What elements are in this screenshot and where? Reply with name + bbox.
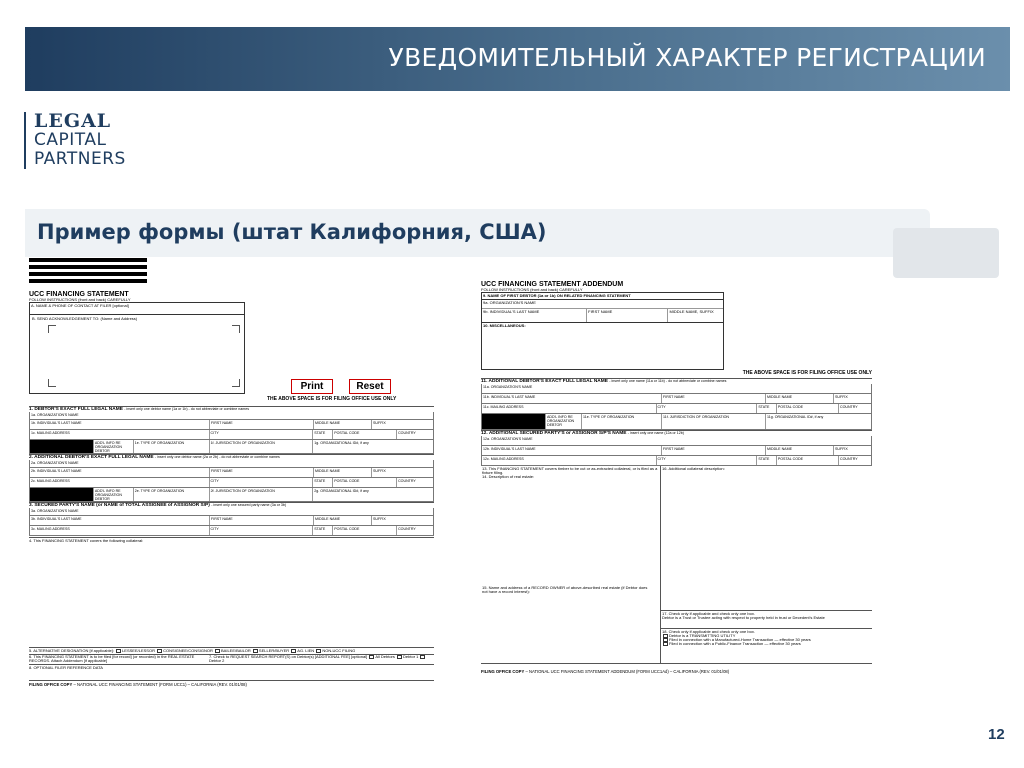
first-name-field[interactable]: FIRST NAME [587, 309, 668, 322]
middle-name-field[interactable]: MIDDLE NAME [766, 446, 834, 455]
form-instructions: FOLLOW INSTRUCTIONS (front and back) CAREFULLY [481, 288, 583, 292]
suffix-field[interactable]: SUFFIX [373, 469, 386, 473]
first-name-field[interactable]: FIRST NAME [662, 446, 766, 455]
jurisdiction-field[interactable]: 2f. JURISDICTION OF ORGANIZATION [210, 488, 314, 501]
filing-office-note: THE ABOVE SPACE IS FOR FILING OFFICE USE ONLY [742, 370, 872, 376]
org-name-field[interactable]: 3a. ORGANIZATION'S NAME [31, 509, 79, 513]
state-field[interactable]: STATE [313, 526, 333, 535]
mailing-address-field[interactable]: 12c. MAILING ADDRESS [482, 456, 657, 465]
decorative-box [893, 228, 999, 278]
logo-line-3: PARTNERS [34, 149, 126, 169]
section-12-header: 12. ADDITIONAL SECURED PARTY'S or ASSIGNOR S/P'S NAME - insert only one name (12a or 12b) [481, 430, 872, 436]
section-9-header: 9. NAME OF FIRST DEBTOR (1a or 1b) ON RELATED FINANCING STATEMENT [482, 293, 723, 300]
country-field[interactable]: COUNTRY [398, 431, 416, 435]
mailing-address-field[interactable]: 11c. MAILING ADDRESS [482, 404, 657, 413]
slide-title: УВЕДОМИТЕЛЬНЫЙ ХАРАКТЕР РЕГИСТРАЦИИ [388, 43, 986, 72]
city-field[interactable]: CITY [657, 456, 758, 465]
form-title: UCC FINANCING STATEMENT ADDENDUM [481, 281, 624, 288]
first-name-field[interactable]: FIRST NAME [210, 420, 314, 429]
real-estate-description-label: 14. Description of real estate: [482, 475, 535, 479]
form-footer: FILING OFFICE COPY – NATIONAL UCC FINANCING STATEMENT (FORM UCC1) – CALIFORNIA (REV. 01/01/08) [29, 680, 434, 687]
ucc1-addendum-form [481, 281, 872, 753]
slide-subtitle: Пример формы (штат Калифорния, США) [37, 220, 547, 244]
middle-name-field[interactable]: MIDDLE NAME [766, 394, 834, 403]
city-field[interactable]: CITY [210, 526, 314, 535]
form-title: UCC FINANCING STATEMENT [29, 291, 129, 298]
section-2-header: 2. ADDITIONAL DEBTOR'S EXACT FULL LEGAL NAME - insert only one debtor name (2a or 2b) - do not abbreviate or combine names [29, 454, 434, 460]
jurisdiction-field[interactable]: 1f. JURISDICTION OF ORGANIZATION [210, 440, 314, 453]
org-type-field[interactable]: 2e. TYPE OF ORGANIZATION [134, 488, 210, 501]
org-name-field[interactable]: 9a. ORGANIZATION'S NAME [482, 300, 723, 309]
country-field[interactable]: COUNTRY [839, 457, 858, 461]
addl-info-label: ADD'L INFO RE ORGANIZATION DEBTOR [546, 414, 582, 429]
real-estate-filing[interactable]: 6. This FINANCING STATEMENT is to be filed [for record] (or recorded) in the REAL ESTATE RECORDS. Attach Addendum [if applicable] [29, 655, 195, 663]
mailing-address-field[interactable]: 1c. MAILING ADDRESS [30, 430, 210, 439]
mailing-address-field[interactable]: 3c. MAILING ADDRESS [30, 526, 210, 535]
org-type-field[interactable]: 11e. TYPE OF ORGANIZATION [582, 414, 662, 429]
subtitle-bar [25, 209, 930, 257]
section-11-header: 11. ADDITIONAL DEBTOR'S EXACT FULL LEGAL NAME - insert only one name (11a or 11b) - do not abbreviate or combine names [481, 378, 872, 384]
postal-code-field[interactable]: POSTAL CODE [333, 478, 397, 487]
filer-box [29, 302, 245, 394]
last-name-field[interactable]: 9b. INDIVIDUAL'S LAST NAME [482, 309, 587, 322]
suffix-field[interactable]: SUFFIX [835, 395, 848, 399]
search-report[interactable]: 7. Check to REQUEST SEARCH REPORT(S) on Debtor(s) [ADDITIONAL FEE] [optional] All Debtors Debtor 1 Debtor 2 [209, 655, 434, 664]
reset-button[interactable]: Reset [349, 379, 391, 394]
form-footer: FILING OFFICE COPY – NATIONAL UCC FINANCING STATEMENT ADDENDUM (FORM UCC1Ad) – CALIFORNIA (REV. 01/01/08) [481, 669, 730, 674]
last-name-field[interactable]: 2b. INDIVIDUAL'S LAST NAME [30, 468, 210, 477]
first-name-field[interactable]: FIRST NAME [662, 394, 766, 403]
city-field[interactable]: CITY [210, 430, 314, 439]
page-number: 12 [988, 726, 1005, 743]
form-instructions: FOLLOW INSTRUCTIONS (front and back) CAREFULLY [29, 298, 131, 302]
org-name-field[interactable]: 11a. ORGANIZATION'S NAME [483, 385, 533, 389]
last-name-field[interactable]: 12b. INDIVIDUAL'S LAST NAME [482, 446, 662, 455]
first-debtor-box [481, 292, 724, 370]
print-button[interactable]: Print [291, 379, 333, 394]
trust-checkbox-group[interactable]: 17. Check only if applicable and check only one box. Debtor is a Trust or Trustee acting with respect to property held in trust or Decedent's Estate [661, 610, 872, 621]
middle-name-field[interactable]: MIDDLE NAME [314, 468, 372, 477]
state-field[interactable]: STATE [757, 456, 776, 465]
org-id-field[interactable]: 1g. ORGANIZATIONAL ID#, if any [314, 441, 369, 445]
suffix-field[interactable]: SUFFIX [373, 421, 386, 425]
alternative-designation: 5. ALTERNATIVE DESIGNATION [if applicable]: LESSEE/LESSOR CONSIGNEE/CONSIGNOR BAILEE/BAILOR SELLER/BUYER AG. LIEN NON-UCC FILING [29, 647, 434, 654]
city-field[interactable]: CITY [210, 478, 314, 487]
acknowledgement-label: B. SEND ACKNOWLEDGEMENT TO: (Name and Address) [32, 317, 138, 321]
transaction-checkbox-group[interactable]: 18. Check only if applicable and check only one box. Debtor is a TRANSMITTING UTILITY Filed in connection with a Manufactured-Home Transaction — effective 30 years Filed in connection with a Public-Finance Transaction — effective 30 years [661, 628, 872, 647]
barcode-bar [29, 258, 147, 262]
filing-office-note: THE ABOVE SPACE IS FOR FILING OFFICE USE ONLY [267, 396, 397, 402]
country-field[interactable]: COUNTRY [839, 405, 858, 409]
last-name-field[interactable]: 1b. INDIVIDUAL'S LAST NAME [30, 420, 210, 429]
record-owner-label: 15. Name and address of a RECORD OWNER of above-described real estate (if Debtor does not have a record interest): [482, 586, 648, 594]
barcode-bar [29, 272, 147, 276]
additional-collateral-label: 16. Additional collateral description: [662, 466, 725, 471]
acknowledgement-box[interactable] [30, 315, 244, 393]
addl-info-label: ADD'L INFO RE ORGANIZATION DEBTOR [94, 488, 134, 501]
ucc1-form [29, 258, 434, 768]
state-field[interactable]: STATE [757, 404, 776, 413]
mailing-address-field[interactable]: 2c. MAILING ADDRESS [30, 478, 210, 487]
org-name-field[interactable]: 1a. ORGANIZATION'S NAME [31, 413, 79, 417]
barcode-bar [29, 279, 147, 283]
city-field[interactable]: CITY [657, 404, 758, 413]
country-field[interactable]: COUNTRY [398, 479, 416, 483]
barcode-bar [29, 265, 147, 269]
postal-code-field[interactable]: POSTAL CODE [777, 456, 839, 465]
org-name-field[interactable]: 12a. ORGANIZATION'S NAME [483, 437, 533, 441]
suffix-field[interactable]: SUFFIX [373, 517, 386, 521]
suffix-field[interactable]: SUFFIX [835, 447, 848, 451]
section-1-header: 1. DEBTOR'S EXACT FULL LEGAL NAME - insert only one debtor name (1a or 1b) - do not abbreviate or combine names [29, 406, 434, 412]
postal-code-field[interactable]: POSTAL CODE [333, 526, 397, 535]
filer-reference-label: 8. OPTIONAL FILER REFERENCE DATA [29, 664, 434, 680]
first-name-field[interactable]: FIRST NAME [210, 468, 314, 477]
miscellaneous-field[interactable]: 10. MISCELLANEOUS: [483, 323, 526, 328]
last-name-field[interactable]: 3b. INDIVIDUAL'S LAST NAME [30, 516, 210, 525]
logo-line-2: CAPITAL [34, 130, 107, 150]
collateral-label: 4. This FINANCING STATEMENT covers the following collateral: [29, 537, 434, 543]
redacted-block [30, 488, 94, 501]
header-banner [25, 27, 1010, 91]
org-name-field[interactable]: 2a. ORGANIZATION'S NAME [31, 461, 79, 465]
middle-name-field[interactable]: MIDDLE NAME, SUFFIX [669, 309, 714, 314]
org-id-field[interactable]: 11g. ORGANIZATIONAL ID#, if any [767, 415, 824, 419]
state-field[interactable]: STATE [313, 478, 333, 487]
postal-code-field[interactable]: POSTAL CODE [777, 404, 839, 413]
org-type-field[interactable]: 1e. TYPE OF ORGANIZATION [134, 440, 210, 453]
company-logo [24, 112, 126, 169]
redacted-block [30, 440, 94, 453]
section-3-header: 3. SECURED PARTY'S NAME (or NAME of TOTAL ASSIGNEE of ASSIGNOR S/P) - insert only one secured party name (3a or 3b) [29, 502, 434, 508]
first-name-field[interactable]: FIRST NAME [210, 516, 314, 525]
postal-code-field[interactable]: POSTAL CODE [333, 430, 397, 439]
org-id-field[interactable]: 2g. ORGANIZATIONAL ID#, if any [314, 489, 369, 493]
contact-field[interactable]: A. NAME & PHONE OF CONTACT AT FILER [optional] [30, 303, 244, 315]
collateral-area[interactable] [29, 543, 434, 647]
middle-name-field[interactable]: MIDDLE NAME [314, 516, 372, 525]
logo-line-1: LEGAL [34, 110, 112, 132]
collateral-type-label: 13. This FINANCING STATEMENT covers timber to be cut or as-extracted collateral, or is filed as a fixture filing. [482, 467, 658, 475]
redacted-block [482, 414, 546, 429]
last-name-field[interactable]: 11b. INDIVIDUAL'S LAST NAME [482, 394, 662, 403]
middle-name-field[interactable]: MIDDLE NAME [314, 420, 372, 429]
country-field[interactable]: COUNTRY [398, 527, 416, 531]
state-field[interactable]: STATE [313, 430, 333, 439]
jurisdiction-field[interactable]: 11f. JURISDICTION OF ORGANIZATION [662, 414, 766, 429]
addl-info-label: ADD'L INFO RE ORGANIZATION DEBTOR [94, 440, 134, 453]
